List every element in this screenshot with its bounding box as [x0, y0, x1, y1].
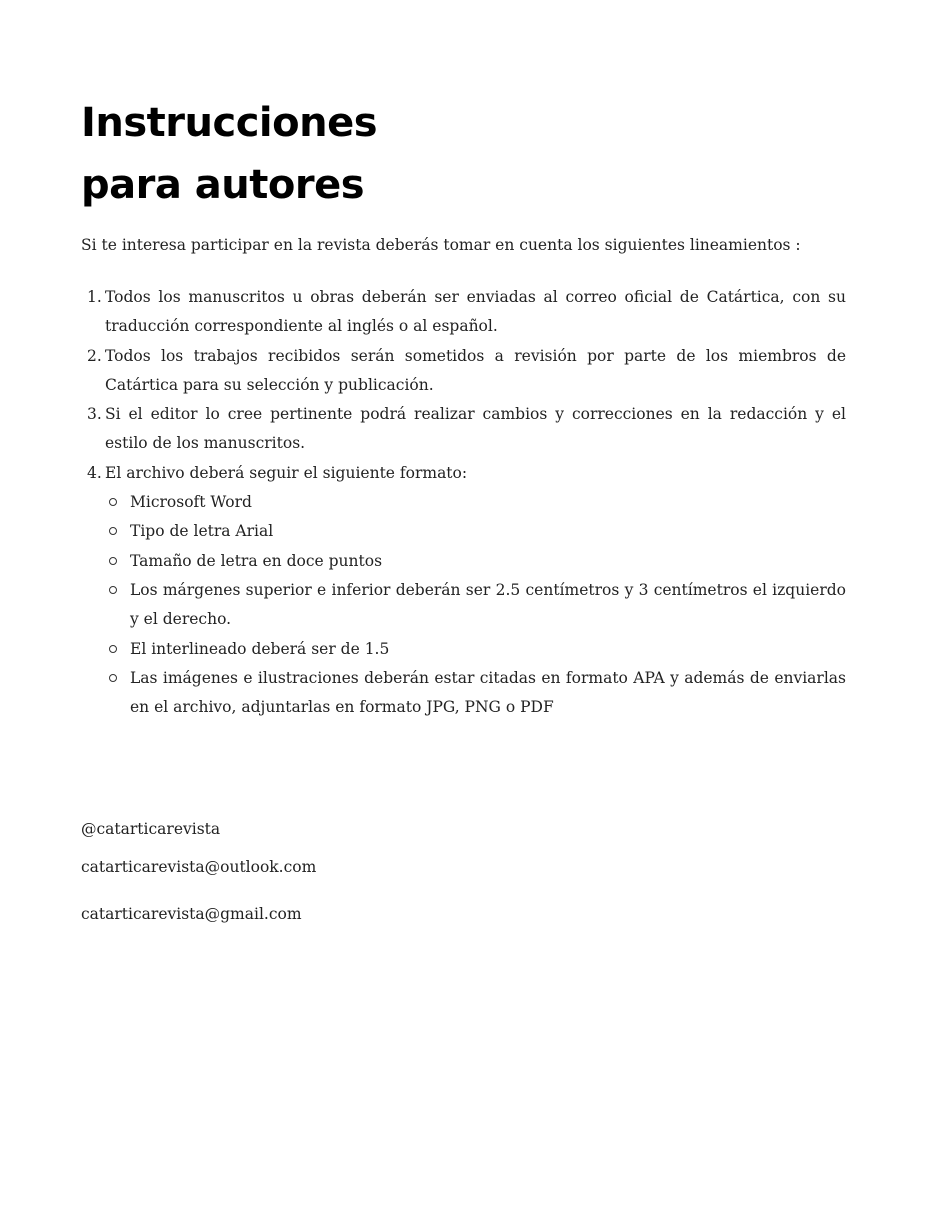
hollow-bullet-icon [109, 674, 117, 682]
intro-paragraph: Si te interesa participar en la revista deberás tomar en cuenta los siguientes lineamientos : [81, 236, 801, 254]
format-item-text: Los márgenes superior e inferior deberán ser 2.5 centímetros y 3 centímetros el izquierdo y el derecho. [130, 580, 846, 629]
guideline-number: 2. [87, 346, 102, 365]
guideline-item [81, 342, 846, 401]
guideline-item [81, 459, 846, 723]
format-item-text: Tamaño de letra en doce puntos [130, 551, 383, 570]
format-item-text: Microsoft Word [130, 493, 252, 512]
format-item-text: Tipo de letra Arial [130, 522, 274, 541]
hollow-bullet-icon [109, 498, 117, 506]
format-item [105, 517, 846, 546]
hollow-bullet-icon [109, 527, 117, 535]
hollow-bullet-icon [109, 586, 117, 594]
page-title [81, 92, 846, 216]
email-gmail: catarticarevista@gmail.com [81, 905, 302, 923]
hollow-bullet-icon [109, 645, 117, 653]
format-item [105, 664, 846, 723]
guideline-text: El archivo deberá seguir el siguiente formato: [105, 463, 468, 482]
guideline-text: Todos los manuscritos u obras deberán ser enviadas al correo oficial de Catártica, con su traducción correspondiente al inglés o al español. [105, 288, 846, 336]
format-item-text: El interlineado deberá ser de 1.5 [130, 639, 390, 658]
document-page [81, 92, 846, 722]
title-line-1: Instrucciones [81, 100, 378, 146]
guideline-number: 4. [87, 463, 102, 482]
guideline-text: Si el editor lo cree pertinente podrá realizar cambios y correcciones en la redacción y el estilo de los manuscritos. [105, 405, 846, 453]
format-item-text: Las imágenes e ilustraciones deberán estar citadas en formato APA y además de enviarlas en el archivo, adjuntarlas en formato JPG, PNG o PDF [130, 668, 846, 717]
guideline-item [81, 400, 846, 459]
guideline-number: 3. [87, 405, 102, 424]
guideline-number: 1. [87, 288, 102, 306]
format-item [105, 576, 846, 635]
format-item [105, 488, 846, 517]
title-line-2: para autores [81, 162, 365, 208]
hollow-bullet-icon [109, 557, 117, 565]
social-handle: @catarticarevista [81, 820, 221, 838]
guidelines-list [81, 283, 846, 722]
format-item [105, 547, 846, 576]
email-outlook: catarticarevista@outlook.com [81, 858, 317, 876]
guideline-text: Todos los trabajos recibidos serán sometidos a revisión por parte de los miembros de Catártica para su selección y publicación. [105, 346, 846, 394]
guideline-item [81, 283, 846, 342]
format-list [105, 488, 846, 722]
format-item [105, 635, 846, 664]
